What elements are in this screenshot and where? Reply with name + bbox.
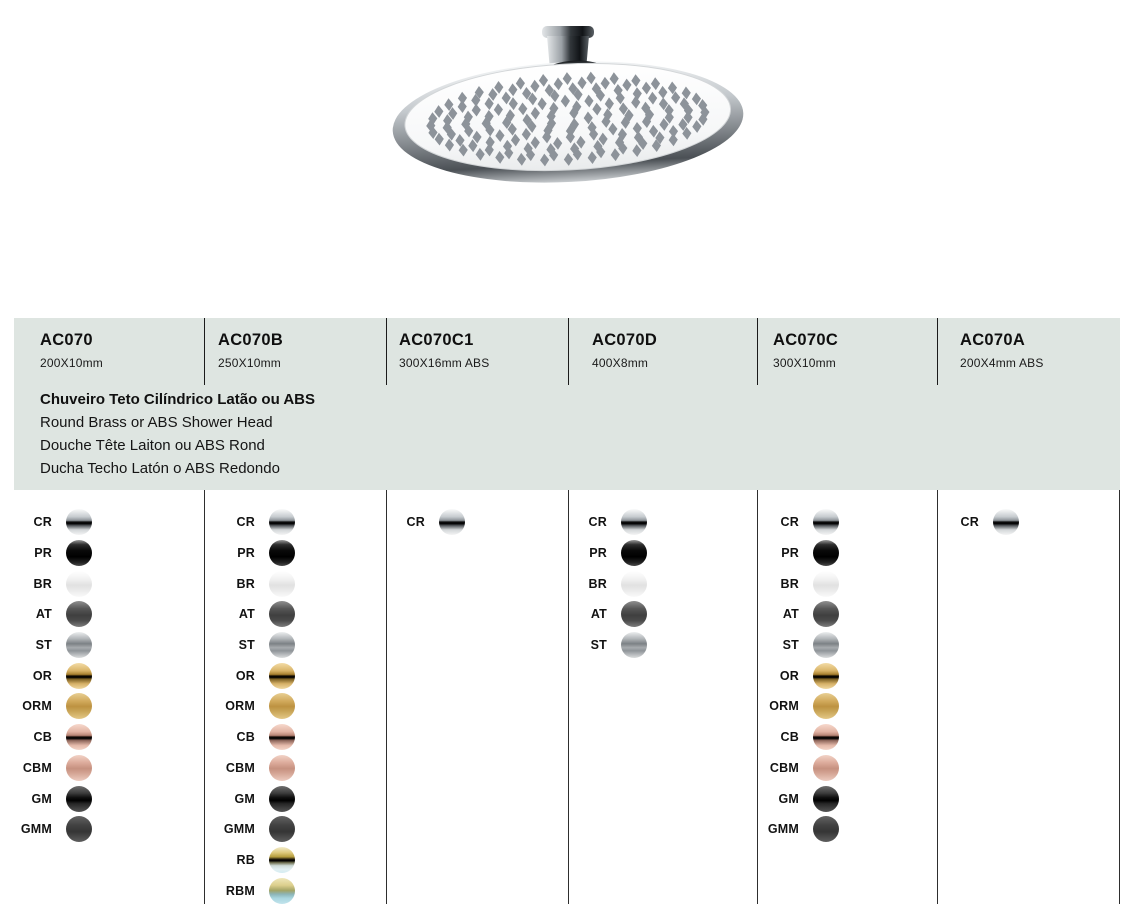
finish-label: BR xyxy=(33,576,52,591)
finish-swatch-CBM xyxy=(269,755,295,781)
shower-head-image xyxy=(389,26,745,186)
finish-row xyxy=(761,660,937,691)
product-size: 200X10mm xyxy=(40,356,103,370)
finish-swatch-OR xyxy=(813,663,839,689)
finish-swatch-PR xyxy=(621,540,647,566)
finish-label: GM xyxy=(234,791,255,806)
finish-row xyxy=(217,630,386,661)
finish-column-AC070C xyxy=(758,490,938,904)
finish-row xyxy=(761,814,937,845)
finish-row xyxy=(217,722,386,753)
finish-row xyxy=(14,722,204,753)
finish-label: OR xyxy=(32,668,52,683)
finish-label: PR xyxy=(781,546,799,561)
finish-row xyxy=(217,845,386,876)
finish-swatch-ORM xyxy=(813,693,839,719)
finish-row xyxy=(761,507,937,538)
finish-label: BR xyxy=(236,576,255,591)
finish-label: AT xyxy=(238,607,255,622)
finish-swatch-ORM xyxy=(66,693,92,719)
swatch-area xyxy=(14,490,1120,904)
finish-swatch-BR xyxy=(66,571,92,597)
column-header-AC070D xyxy=(569,318,758,385)
finish-swatch-GMM xyxy=(269,816,295,842)
finish-column-AC070D xyxy=(569,490,758,904)
finish-row xyxy=(14,814,204,845)
finish-swatch-PR xyxy=(813,540,839,566)
finish-label: CR xyxy=(406,515,425,530)
finish-swatch-BR xyxy=(813,571,839,597)
column-header-AC070B xyxy=(205,318,387,385)
finish-swatch-BR xyxy=(269,571,295,597)
finish-label: ORM xyxy=(22,699,52,714)
column-header-AC070A xyxy=(938,318,1120,385)
finish-label: GMM xyxy=(223,822,255,837)
finish-row xyxy=(217,599,386,630)
finish-label: ORM xyxy=(225,699,255,714)
description-line-fr: Douche Tête Laiton ou ABS Rond xyxy=(40,437,265,454)
finish-column-AC070A xyxy=(938,490,1120,904)
finish-row xyxy=(761,538,937,569)
finish-row xyxy=(14,630,204,661)
product-size: 400X8mm xyxy=(592,356,649,370)
finish-label: RB xyxy=(236,852,255,867)
finish-row xyxy=(217,660,386,691)
finish-swatch-RBM xyxy=(269,878,295,904)
finish-swatch-CR xyxy=(269,509,295,535)
finish-label: CB xyxy=(236,730,255,745)
finish-label: CR xyxy=(960,515,979,530)
product-code: AC070B xyxy=(218,331,284,349)
finish-swatch-AT xyxy=(269,601,295,627)
finish-row xyxy=(217,783,386,814)
finish-row xyxy=(761,691,937,722)
finish-label: CB xyxy=(33,730,52,745)
finish-row xyxy=(761,753,937,784)
finish-swatch-CB xyxy=(813,724,839,750)
finish-label: GMM xyxy=(767,822,799,837)
finish-row xyxy=(14,660,204,691)
finish-row xyxy=(14,691,204,722)
finish-swatch-OR xyxy=(269,663,295,689)
product-code: AC070A xyxy=(960,331,1026,349)
finish-row xyxy=(14,568,204,599)
finish-swatch-GMM xyxy=(813,816,839,842)
finish-row xyxy=(14,599,204,630)
finish-swatch-GM xyxy=(269,786,295,812)
product-size: 200X4mm ABS xyxy=(960,356,1044,370)
finish-label: GMM xyxy=(20,822,52,837)
finish-label: CBM xyxy=(225,760,255,775)
finish-swatch-ST xyxy=(621,632,647,658)
finish-row xyxy=(217,507,386,538)
finish-row xyxy=(761,722,937,753)
column-header-AC070C1 xyxy=(387,318,569,385)
finish-label: CR xyxy=(236,515,255,530)
finish-swatch-OR xyxy=(66,663,92,689)
description-line-en: Round Brass or ABS Shower Head xyxy=(40,414,273,431)
finish-row xyxy=(569,599,757,630)
finish-row xyxy=(217,753,386,784)
finish-label: ORM xyxy=(769,699,799,714)
finish-row xyxy=(761,783,937,814)
finish-swatch-ST xyxy=(66,632,92,658)
product-code: AC070D xyxy=(592,331,658,349)
finish-label: PR xyxy=(34,546,52,561)
product-size: 250X10mm xyxy=(218,356,281,370)
finish-label: GM xyxy=(31,791,52,806)
finish-label: ST xyxy=(590,638,607,653)
finish-row xyxy=(14,783,204,814)
finish-swatch-AT xyxy=(813,601,839,627)
finish-column-AC070B xyxy=(205,490,387,904)
product-description xyxy=(14,385,1120,480)
finish-swatch-CB xyxy=(269,724,295,750)
finish-label: ST xyxy=(782,638,799,653)
finish-row xyxy=(387,507,568,538)
product-image xyxy=(389,26,745,186)
table-header-row xyxy=(14,318,1120,385)
finish-swatch-AT xyxy=(621,601,647,627)
product-table-header xyxy=(14,318,1120,490)
finish-row xyxy=(217,875,386,906)
finish-swatch-GM xyxy=(66,786,92,812)
finish-row xyxy=(569,538,757,569)
finish-row xyxy=(761,568,937,599)
finish-swatch-CR xyxy=(439,509,465,535)
finish-row xyxy=(217,814,386,845)
finish-swatch-PR xyxy=(269,540,295,566)
finish-row xyxy=(217,538,386,569)
finish-row xyxy=(217,691,386,722)
finish-column-AC070 xyxy=(14,490,205,904)
finish-row xyxy=(217,568,386,599)
finish-swatch-CBM xyxy=(813,755,839,781)
finish-swatch-AT xyxy=(66,601,92,627)
finish-row xyxy=(14,538,204,569)
finish-label: RBM xyxy=(225,883,255,898)
description-line-es: Ducha Techo Latón o ABS Redondo xyxy=(40,460,280,477)
finish-row xyxy=(569,630,757,661)
finish-label: PR xyxy=(237,546,255,561)
shower-disc xyxy=(390,52,745,186)
finish-label: AT xyxy=(590,607,607,622)
column-header-AC070C xyxy=(758,318,938,385)
finish-swatch-CR xyxy=(66,509,92,535)
finish-column-AC070C1 xyxy=(387,490,569,904)
finish-swatch-ST xyxy=(269,632,295,658)
finish-swatch-CR xyxy=(993,509,1019,535)
finish-label: AT xyxy=(782,607,799,622)
finish-label: CR xyxy=(780,515,799,530)
finish-row xyxy=(14,507,204,538)
finish-row xyxy=(941,507,1119,538)
finish-label: ST xyxy=(238,638,255,653)
finish-swatch-GM xyxy=(813,786,839,812)
finish-row xyxy=(14,753,204,784)
finish-label: CBM xyxy=(22,760,52,775)
finish-swatch-GMM xyxy=(66,816,92,842)
finish-label: CBM xyxy=(769,760,799,775)
product-size: 300X16mm ABS xyxy=(399,356,490,370)
product-size: 300X10mm xyxy=(773,356,836,370)
finish-label: OR xyxy=(235,668,255,683)
product-code: AC070C xyxy=(773,331,839,349)
finish-label: AT xyxy=(35,607,52,622)
finish-swatch-RB xyxy=(269,847,295,873)
finish-label: CR xyxy=(33,515,52,530)
finish-label: GM xyxy=(778,791,799,806)
finish-swatch-CBM xyxy=(66,755,92,781)
product-code: AC070 xyxy=(40,331,93,349)
finish-label: BR xyxy=(588,576,607,591)
finish-row xyxy=(569,507,757,538)
finish-swatch-ST xyxy=(813,632,839,658)
finish-label: BR xyxy=(780,576,799,591)
finish-swatch-ORM xyxy=(269,693,295,719)
finish-row xyxy=(761,630,937,661)
finish-row xyxy=(569,568,757,599)
finish-label: CR xyxy=(588,515,607,530)
finish-swatch-CB xyxy=(66,724,92,750)
finish-label: CB xyxy=(780,730,799,745)
finish-row xyxy=(761,599,937,630)
finish-swatch-CR xyxy=(813,509,839,535)
product-code: AC070C1 xyxy=(399,331,474,349)
finish-label: OR xyxy=(779,668,799,683)
finish-label: ST xyxy=(35,638,52,653)
finish-swatch-CR xyxy=(621,509,647,535)
finish-swatch-PR xyxy=(66,540,92,566)
finish-label: PR xyxy=(589,546,607,561)
finish-swatch-BR xyxy=(621,571,647,597)
description-title: Chuveiro Teto Cilíndrico Latão ou ABS xyxy=(40,391,316,408)
column-header-AC070 xyxy=(14,318,205,385)
